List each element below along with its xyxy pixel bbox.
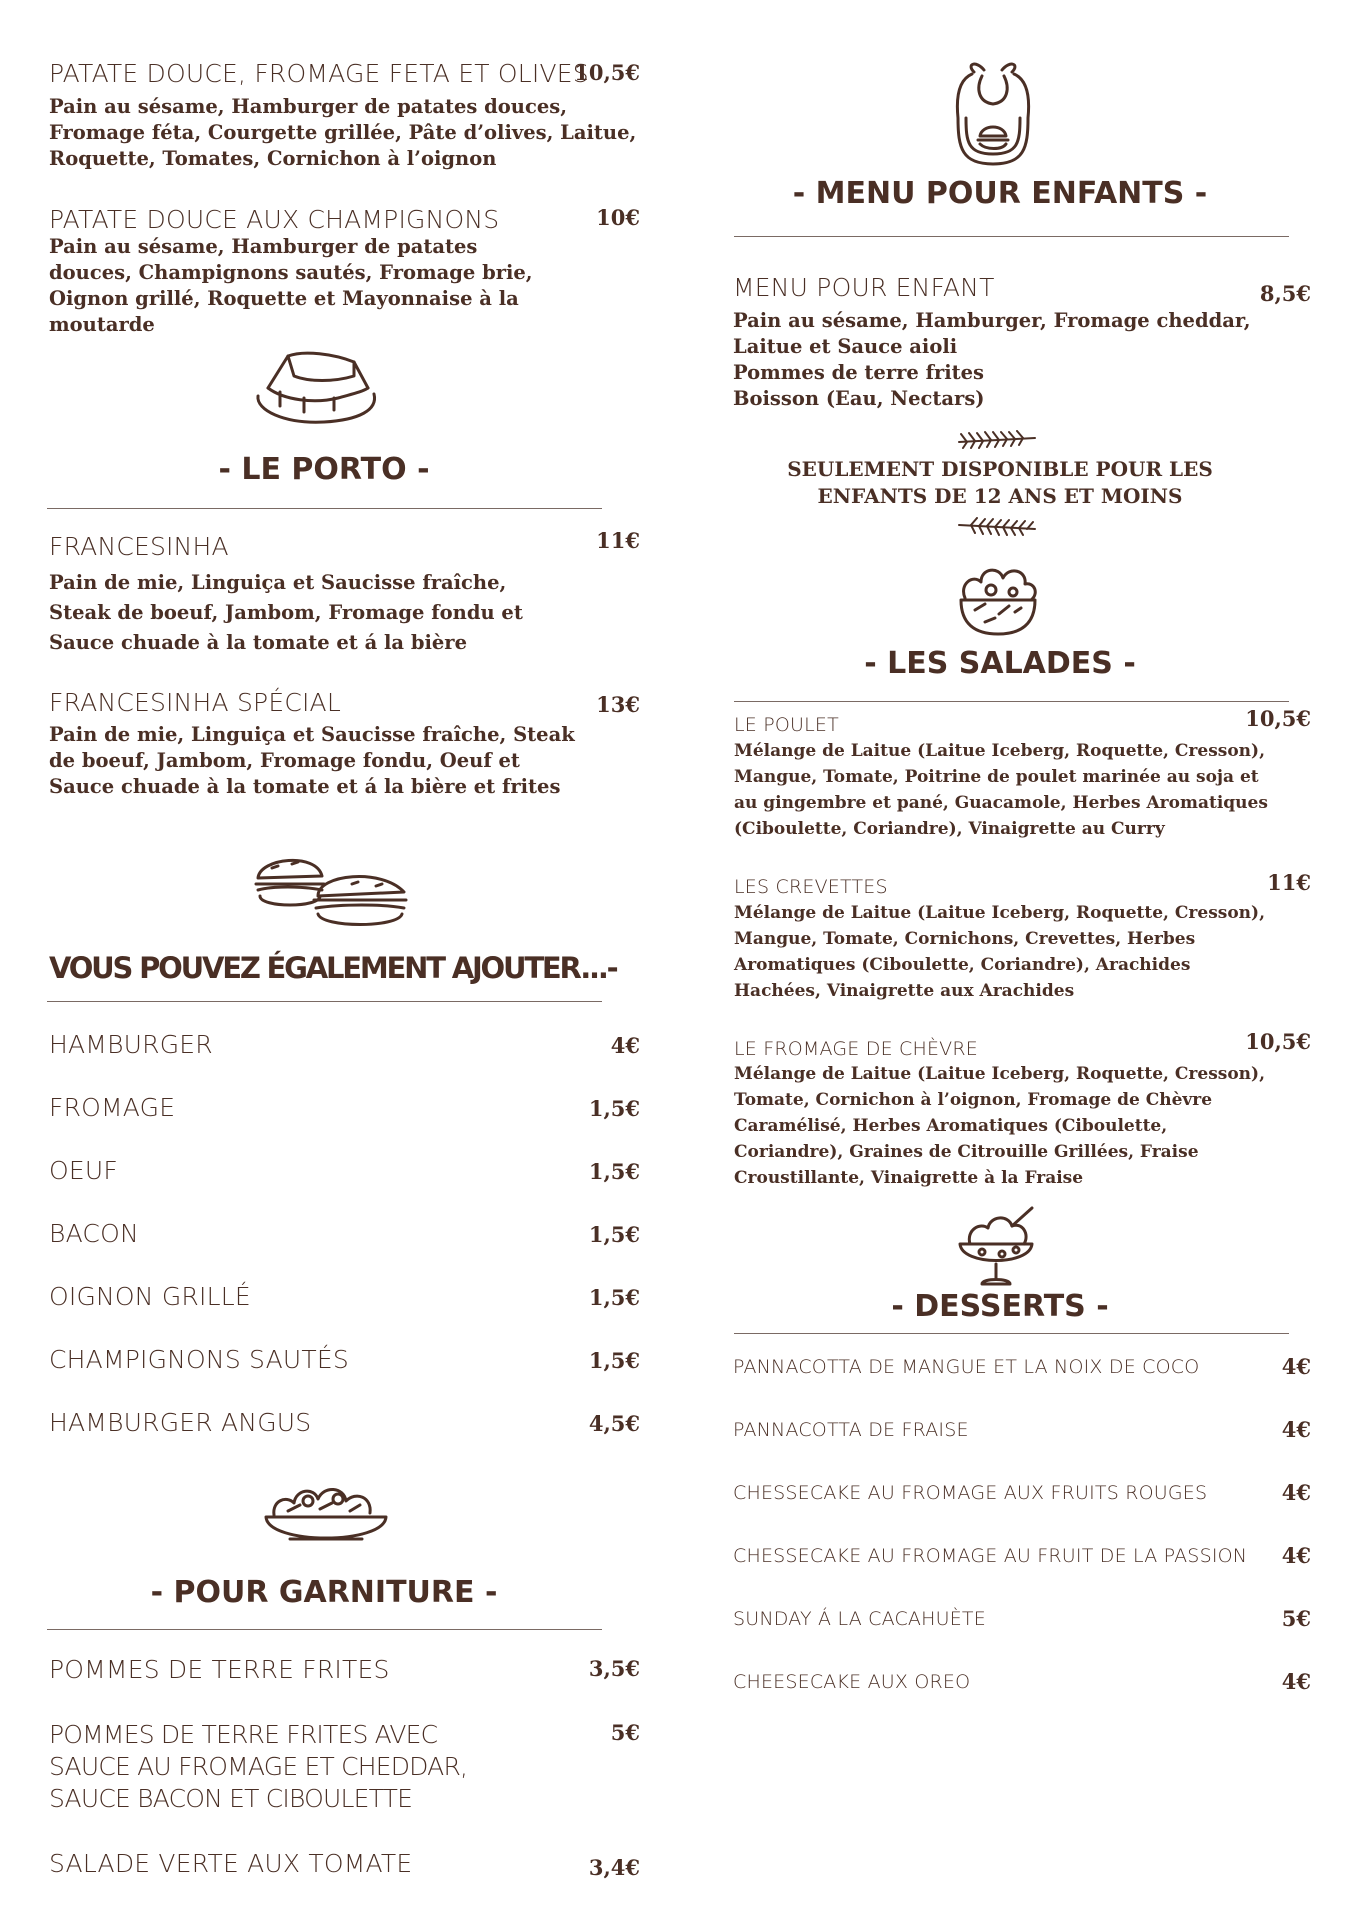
dessert-price: 5€ xyxy=(1281,1606,1311,1631)
list-item-name: HAMBURGER ANGUS xyxy=(49,1408,312,1437)
dessert-price: 4€ xyxy=(1281,1354,1311,1379)
list-item-name: FROMAGE xyxy=(49,1093,176,1122)
item-name: PATATE DOUCE, FROMAGE FETA ET OLIVES xyxy=(49,59,589,88)
section-divider xyxy=(47,1001,602,1002)
burgers-icon xyxy=(252,848,412,930)
item-price: 8,5€ xyxy=(1259,281,1311,306)
list-item-price: 1,5€ xyxy=(588,1096,640,1121)
salad-price: 10,5€ xyxy=(1245,1029,1311,1054)
list-item-name: OIGNON GRILLÉ xyxy=(49,1282,251,1311)
list-item-name: HAMBURGER xyxy=(49,1030,213,1059)
section-title: - MENU POUR ENFANTS - xyxy=(792,176,1208,211)
list-item-price: 5€ xyxy=(610,1720,640,1745)
branch-icon xyxy=(957,517,1037,537)
salad-price: 10,5€ xyxy=(1245,706,1311,731)
salad-price: 11€ xyxy=(1267,870,1311,895)
item-name: FRANCESINHA SPÉCIAL xyxy=(49,688,341,717)
salad-description: Mélange de Laitue (Laitue Iceberg, Roquette, Cresson), Tomate, Cornichon à l’oignon, Fromage de Chèvre Caramélisé, Herbes Aromatiques (Ciboulette, Coriandre), Graines de Citrouille Grillées, Fraise Croustillante, Vinaigrette à la Fraise xyxy=(734,1064,1265,1188)
dessert-price: 4€ xyxy=(1281,1669,1311,1694)
salad-name: LES CREVETTES xyxy=(734,876,888,898)
item-description: Pain au sésame, Hamburger de patates douces, Fromage féta, Courgette grillée, Pâte d’olives, Laitue, Roquette, Tomates, Cornichon à l’oignon xyxy=(49,95,637,170)
item-price: 10€ xyxy=(596,205,640,230)
dessert-name: PANNACOTTA DE FRAISE xyxy=(733,1419,969,1441)
list-item-price: 4€ xyxy=(610,1033,640,1058)
list-item-name: POMMES DE TERRE FRITES AVEC SAUCE AU FROMAGE ET CHEDDAR, SAUCE BACON ET CIBOULETTE xyxy=(49,1720,468,1813)
salad-description: Mélange de Laitue (Laitue Iceberg, Roquette, Cresson), Mangue, Tomate, Poitrine de poulet marinée au soja et au gingembre et pané, Guacamole, Herbes Aromatiques (Ciboulette, Coriandre), Vinaigrette au Curry xyxy=(734,741,1268,839)
list-item-price: 1,5€ xyxy=(588,1159,640,1184)
dessert-price: 4€ xyxy=(1281,1417,1311,1442)
item-price: 11€ xyxy=(596,528,640,553)
item-price: 10,5€ xyxy=(574,60,640,85)
salad-icon xyxy=(955,564,1041,636)
sandwich-icon xyxy=(254,348,384,428)
item-name: MENU POUR ENFANT xyxy=(733,273,995,302)
salad-description: Mélange de Laitue (Laitue Iceberg, Roquette, Cresson), Mangue, Tomate, Cornichons, Crevettes, Herbes Aromatiques (Ciboulette, Coriandre), Arachides Hachées, Vinaigrette aux Arachides xyxy=(734,903,1265,1001)
list-item-name: BACON xyxy=(49,1219,139,1248)
branch-icon xyxy=(957,430,1037,450)
list-item-price: 1,5€ xyxy=(588,1222,640,1247)
section-divider xyxy=(47,1629,602,1630)
dessert-name: PANNACOTTA DE MANGUE ET LA NOIX DE COCO xyxy=(733,1356,1200,1378)
section-title: - LES SALADES - xyxy=(864,646,1136,681)
section-title: - POUR GARNITURE - xyxy=(150,1575,498,1610)
salad-bowl-icon xyxy=(260,1475,392,1555)
list-item-price: 1,5€ xyxy=(588,1348,640,1373)
section-divider xyxy=(734,701,1289,702)
salad-name: LE POULET xyxy=(734,714,839,736)
item-description: Pain au sésame, Hamburger, Fromage cheddar, Laitue et Sauce aioli Pommes de terre frites Boisson (Eau, Nectars) xyxy=(733,309,1251,410)
item-price: 13€ xyxy=(596,692,640,717)
dessert-price: 4€ xyxy=(1281,1543,1311,1568)
item-name: FRANCESINHA xyxy=(49,532,229,561)
dessert-name: CHESSECAKE AU FROMAGE AUX FRUITS ROUGES xyxy=(733,1482,1208,1504)
dessert-price: 4€ xyxy=(1281,1480,1311,1505)
list-item-price: 3,5€ xyxy=(588,1656,640,1681)
sundae-icon xyxy=(952,1204,1040,1290)
salad-name: LE FROMAGE DE CHÈVRE xyxy=(734,1038,978,1060)
section-title: - LE PORTO - xyxy=(218,452,430,487)
section-divider xyxy=(734,236,1289,237)
section-divider xyxy=(47,508,602,509)
dessert-name: CHESSECAKE AU FROMAGE AU FRUIT DE LA PASSION xyxy=(733,1545,1248,1567)
section-divider xyxy=(734,1333,1289,1334)
list-item-price: 1,5€ xyxy=(588,1285,640,1310)
list-item-price: 3,4€ xyxy=(588,1855,640,1880)
section-title: - DESSERTS - xyxy=(891,1289,1109,1324)
item-description: Pain au sésame, Hamburger de patates douces, Champignons sautés, Fromage brie, Oignon grillé, Roquette et Mayonnaise à la moutarde xyxy=(49,235,533,336)
item-name: PATATE DOUCE AUX CHAMPIGNONS xyxy=(49,205,500,234)
list-item-name: CHAMPIGNONS SAUTÉS xyxy=(49,1345,349,1374)
list-item-name: SALADE VERTE AUX TOMATE xyxy=(49,1849,413,1878)
dessert-name: SUNDAY Á LA CACAHUÈTE xyxy=(733,1608,986,1630)
list-item-name: POMMES DE TERRE FRITES xyxy=(49,1655,390,1684)
list-item-name: OEUF xyxy=(49,1156,118,1185)
item-description: Pain de mie, Linguiça et Saucisse fraîche, Steak de boeuf, Jambom, Fromage fondu et Sauce chuade à la tomate et á la bière xyxy=(49,571,523,654)
list-item-price: 4,5€ xyxy=(588,1411,640,1436)
availability-note: SEULEMENT DISPONIBLE POUR LES ENFANTS DE 12 ANS ET MOINS xyxy=(787,457,1213,508)
bib-burger-icon xyxy=(952,58,1034,170)
dessert-name: CHEESECAKE AUX OREO xyxy=(733,1671,971,1693)
item-description: Pain de mie, Linguiça et Saucisse fraîche, Steak de boeuf, Jambom, Fromage fondu, Oeuf et Sauce chuade à la tomate et á la bière et frites xyxy=(49,723,575,798)
section-title: VOUS POUVEZ ÉGALEMENT AJOUTER...- xyxy=(49,951,617,985)
